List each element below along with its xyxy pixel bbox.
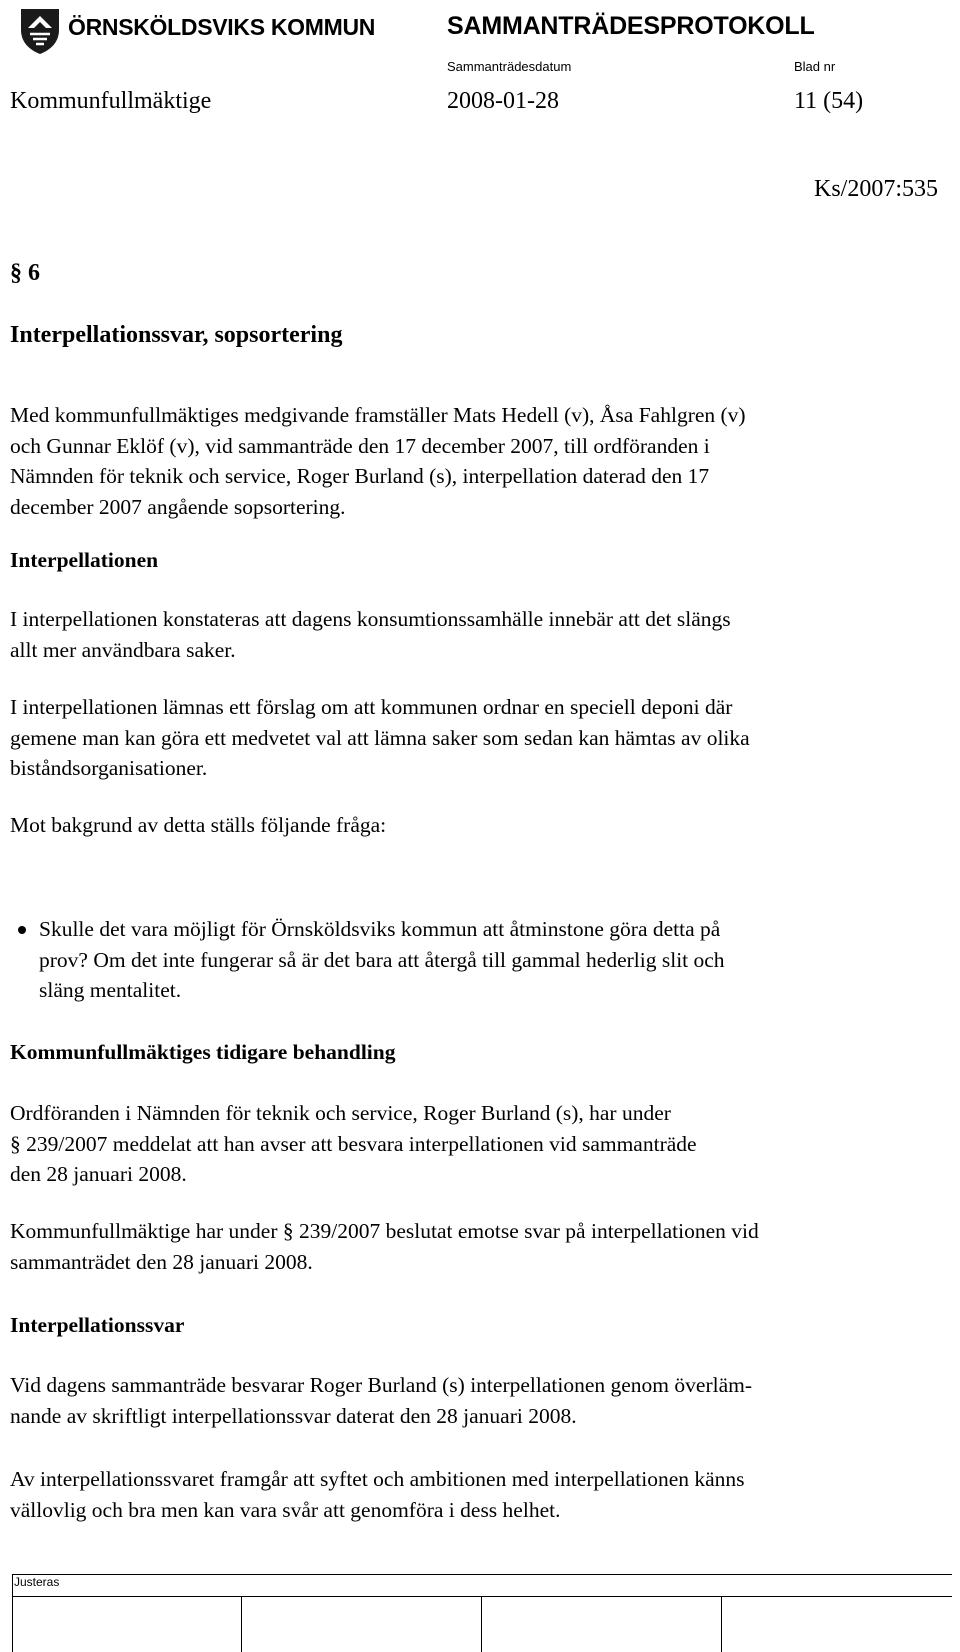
text-line: Vid dagens sammanträde besvarar Roger Burland (s) interpellationen genom överläm-	[10, 1373, 753, 1397]
case-number: Ks/2007:535	[813, 176, 938, 202]
text-line: släng mentalitet.	[39, 978, 182, 1002]
text-line: Nämnden för teknik och service, Roger Burland (s), interpellation daterad den 17	[10, 464, 710, 488]
justeras-label: Justeras	[14, 1575, 60, 1589]
text-line: den 28 januari 2008.	[10, 1162, 187, 1186]
page-number-label: Blad nr	[794, 59, 836, 74]
text-line: vällovlig och bra men kan vara svår att genomföra i dess helhet.	[10, 1497, 561, 1522]
question-bullet	[39, 914, 939, 1006]
text-line: Skulle det vara möjligt för Örnsköldsviks kommun att åtminstone göra detta på	[39, 917, 721, 941]
text-line: och Gunnar Eklöf (v), vid sammanträde den 17 december 2007, till ordföranden i	[10, 433, 710, 458]
meeting-body: Kommunfullmäktige	[10, 88, 212, 114]
text-line: Mot bakgrund av detta ställs följande fråga:	[10, 813, 387, 837]
text-line: I interpellationen lämnas ett förslag om att kommunen ordnar en speciell deponi där	[10, 695, 733, 719]
text-line: december 2007 angående sopsortering.	[10, 494, 346, 519]
text-line: § 239/2007 meddelat att han avser att besvara interpellationen vid sammanträde	[10, 1131, 697, 1156]
intro-paragraph	[10, 400, 945, 522]
municipality-name: ÖRNSKÖLDSVIKS KOMMUN	[68, 14, 376, 40]
signature-cell	[12, 1596, 241, 1652]
text-line: gemene man kan göra ett medvetet val att lämna saker som sedan kan hämtas av olika	[10, 725, 750, 750]
text-line: Med kommunfullmäktiges medgivande framställer Mats Hedell (v), Åsa Fahlgren (v)	[10, 403, 746, 427]
page-number: 11 (54)	[794, 88, 864, 114]
heading-answer: Interpellationssvar	[10, 1313, 185, 1337]
bullet-icon	[18, 926, 26, 934]
text-line: prov? Om det inte fungerar så är det bara att återgå till gammal hederlig slit och	[39, 947, 725, 972]
heading-previous-handling: Kommunfullmäktiges tidigare behandling	[10, 1040, 396, 1064]
text-line: sammanträdet den 28 januari 2008.	[10, 1249, 313, 1274]
document-type: SAMMANTRÄDESPROTOKOLL	[447, 12, 815, 40]
text-line: nande av skriftligt interpellationssvar daterat den 28 januari 2008.	[10, 1403, 577, 1428]
municipality-crest-icon	[18, 6, 62, 56]
text-line: I interpellationen konstateras att dagens konsumtionssamhälle innebär att det slängs	[10, 607, 731, 631]
question-intro	[10, 810, 945, 841]
text-line: biståndsorganisationer.	[10, 756, 208, 780]
page-title: Interpellationssvar, sopsortering	[10, 322, 343, 348]
answer-paragraph-2	[10, 1464, 945, 1525]
previous-paragraph-2	[10, 1216, 945, 1277]
previous-paragraph-1	[10, 1098, 945, 1190]
signature-cell	[721, 1596, 952, 1652]
text-line: Kommunfullmäktige har under § 239/2007 beslutat emotse svar på interpellationen vid	[10, 1219, 759, 1243]
signature-cell	[481, 1596, 721, 1652]
text-line: Av interpellationssvaret framgår att syftet och ambitionen med interpellationen känns	[10, 1467, 745, 1491]
meeting-date-label: Sammanträdesdatum	[447, 59, 572, 74]
signature-cell	[241, 1596, 481, 1652]
section-number: § 6	[10, 260, 40, 286]
interpellation-paragraph-2	[10, 692, 945, 784]
text-line: Ordföranden i Nämnden för teknik och service, Roger Burland (s), har under	[10, 1101, 671, 1125]
answer-paragraph-1	[10, 1370, 945, 1431]
text-line: allt mer användbara saker.	[10, 637, 236, 662]
heading-interpellation: Interpellationen	[10, 548, 159, 572]
interpellation-paragraph-1	[10, 604, 945, 665]
meeting-date: 2008-01-28	[447, 88, 559, 114]
